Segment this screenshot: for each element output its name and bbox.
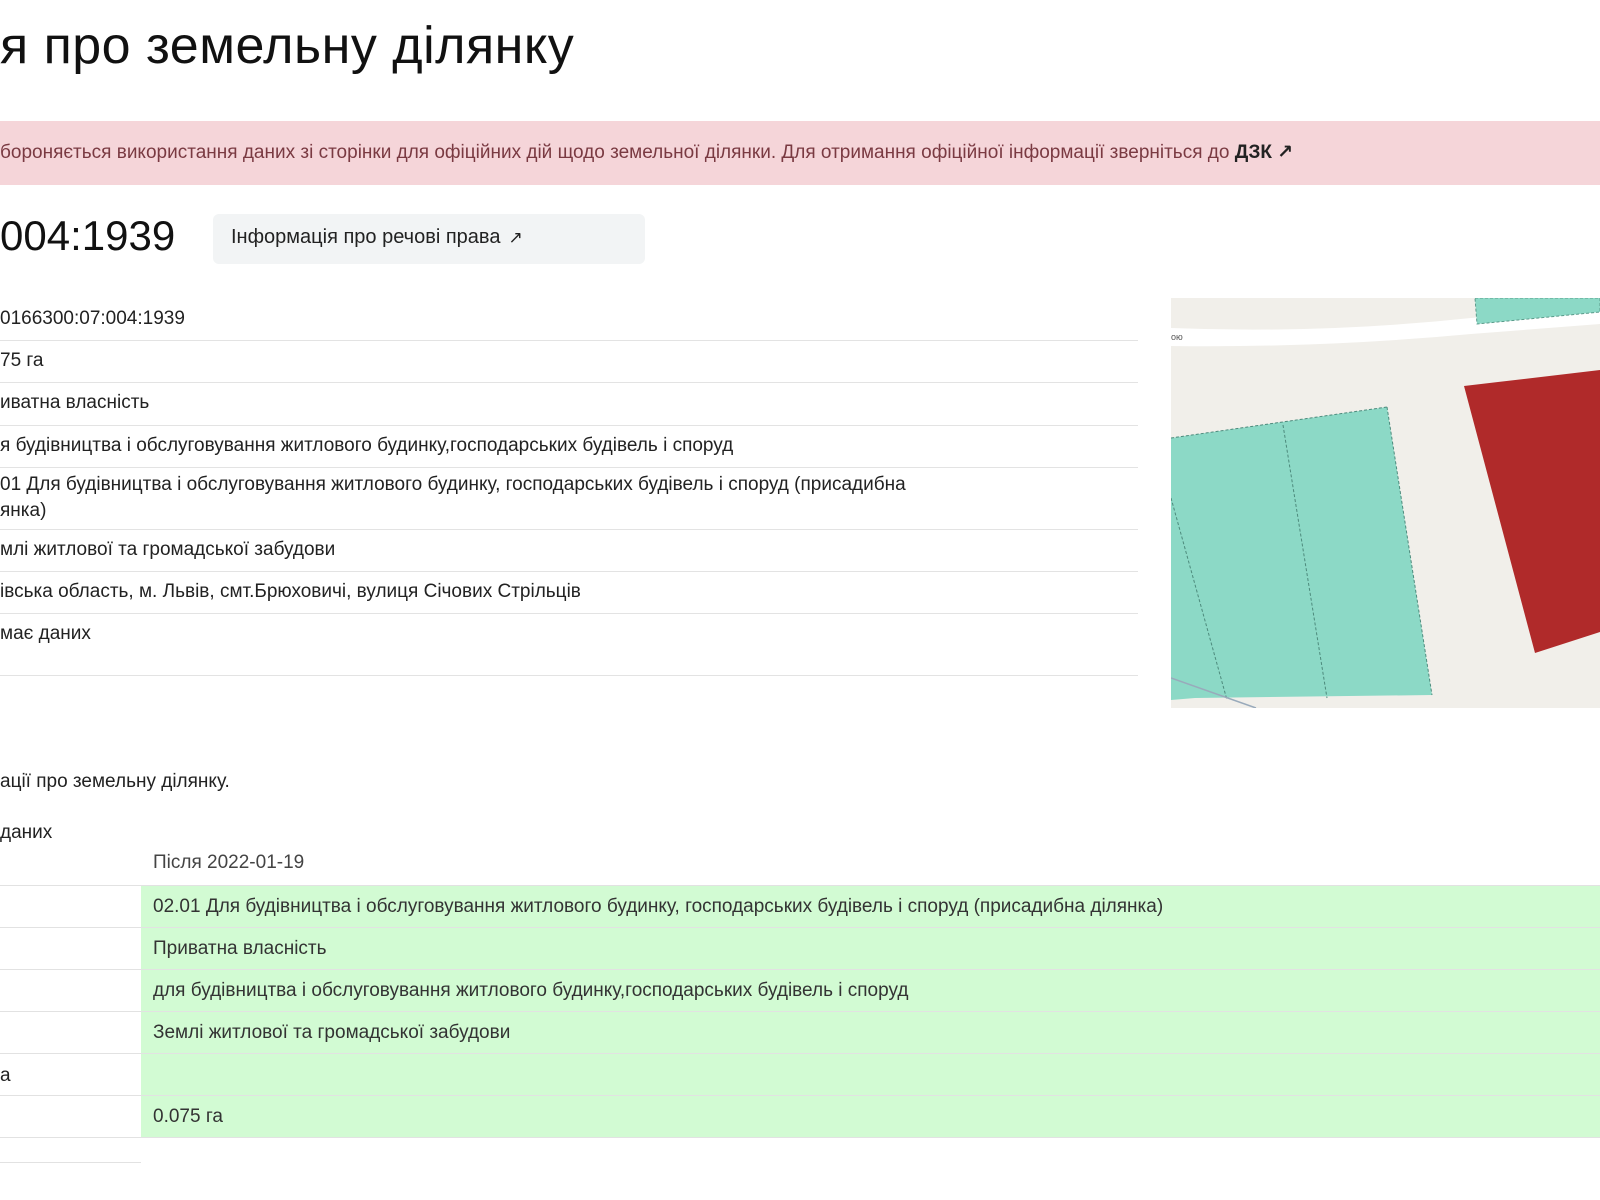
detail-row-area: 75 га xyxy=(0,341,1138,383)
table-row: 0.075 га xyxy=(0,1096,1600,1138)
detail-row-address: івська область, м. Львів, смт.Брюховичі, вулиця Січових Стрільців xyxy=(0,572,1138,614)
divider xyxy=(0,1162,141,1163)
table-row: Землі житлової та громадської забудови xyxy=(0,1012,1600,1054)
detail-row-purpose-code: 01 Для будівництва і обслуговування житлового будинку, господарських будівель і споруд (присадибна янка) xyxy=(0,468,1138,530)
street-label: ою xyxy=(1171,332,1183,342)
detail-row-ownership: иватна власність xyxy=(0,383,1138,426)
history-note: ації про земельну ділянку. xyxy=(0,771,230,792)
table-row: для будівництва і обслуговування житлового будинку,господарських будівель і споруд xyxy=(0,970,1600,1012)
neighbor-parcel xyxy=(1171,407,1432,700)
cadastral-number: 004:1939 xyxy=(0,212,176,259)
column-header-after: Після 2022-01-19 xyxy=(153,852,305,873)
table-row: Приватна власність xyxy=(0,928,1600,970)
history-subtitle: даних xyxy=(0,822,53,843)
external-link-icon: ↗ xyxy=(1271,142,1294,163)
dzk-link[interactable]: ДЗК ↗ xyxy=(1234,142,1294,163)
detail-row-other: має даних xyxy=(0,614,1138,676)
property-rights-button[interactable] xyxy=(213,214,645,264)
detail-row-purpose: я будівництва і обслуговування житлового будинку,господарських будівель і споруд xyxy=(0,426,1138,468)
warning-banner xyxy=(0,121,1600,185)
detail-row-cadastral: 0166300:07:004:1939 xyxy=(0,298,1138,341)
table-row: 02.01 Для будівництва і обслуговування житлового будинку, господарських будівель і споруд (присадибна ділянка) xyxy=(0,886,1600,928)
page-title: я про земельну ділянку xyxy=(0,17,575,75)
parcel-map[interactable] xyxy=(1171,298,1600,708)
table-row: а xyxy=(0,1054,1600,1096)
warning-text: бороняється використання даних зі сторінки для офіційних дій щодо земельної ділянки. Для отримання офіційної інформації зверніться до xyxy=(0,142,1230,163)
detail-row-category: млі житлової та громадської забудови xyxy=(0,530,1138,572)
external-link-icon: ↗ xyxy=(508,228,523,247)
property-rights-label: Інформація про речові права xyxy=(231,226,501,248)
